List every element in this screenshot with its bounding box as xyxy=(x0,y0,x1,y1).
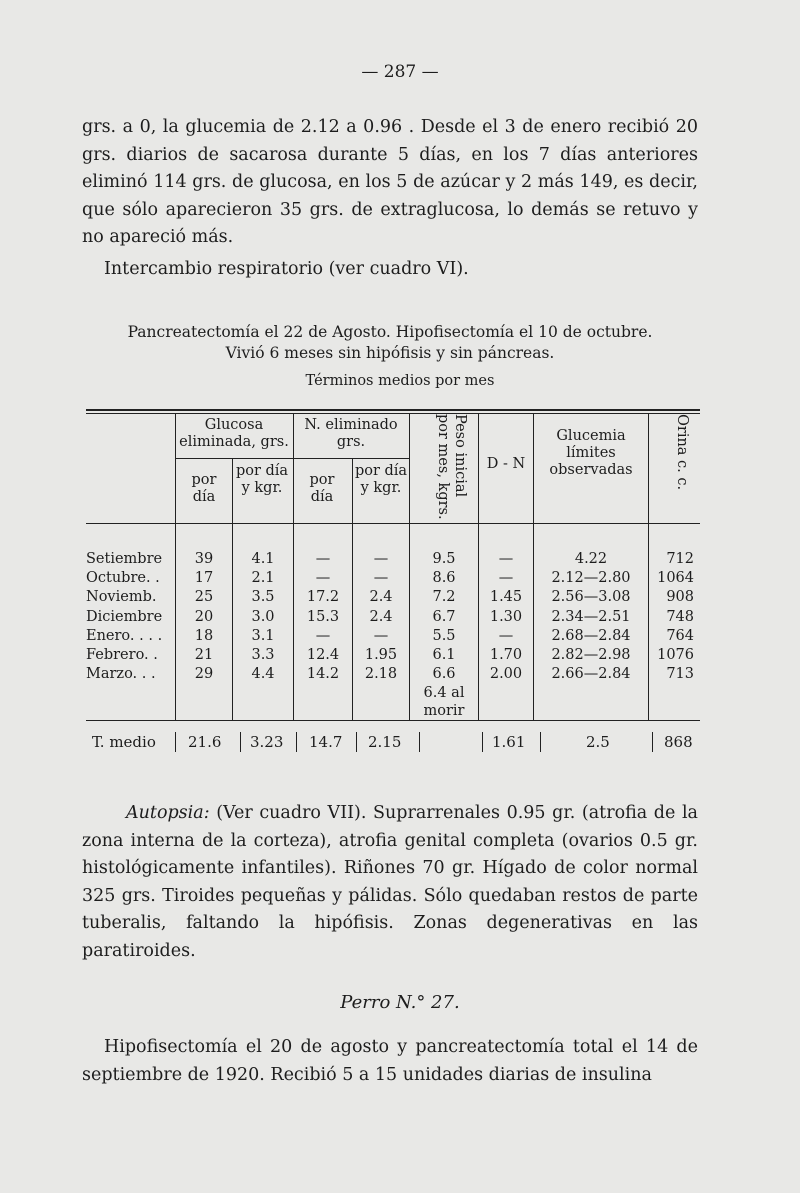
cell-dn: 1.45 xyxy=(489,589,523,606)
final-paragraph xyxy=(82,1034,698,1089)
average-label: T. medio xyxy=(92,733,156,751)
cell-glucosa-dia: 21 xyxy=(194,647,214,663)
cell-n-kgr: — xyxy=(373,551,389,567)
cell-dn: — xyxy=(498,551,514,567)
cell-glucosa-dia: 29 xyxy=(194,666,214,683)
header-bottom-rule xyxy=(86,523,700,524)
cell-n-dia: — xyxy=(315,627,331,644)
average-g-dia: 21.6 xyxy=(188,733,222,751)
cell-glucosa-dia: 20 xyxy=(194,608,214,625)
cell-dn: 2.00 xyxy=(489,666,523,683)
table-top-rule-thin xyxy=(86,413,700,414)
cell-orina: 748 xyxy=(666,608,694,625)
cell-peso: 7.2 xyxy=(432,589,456,606)
header-peso: Peso inicial por mes, kgrs. xyxy=(435,414,468,520)
final-paragraph-text: Hipofisectomía el 20 de agosto y pancreatectomía total el 14 de septiembre de 1920. Recibió 5 a 15 unidades diarias de insulina xyxy=(82,1037,698,1085)
autopsia-label: Autopsia: xyxy=(126,803,210,823)
cell-orina: 764 xyxy=(666,627,694,644)
intro-paragraph: grs. a 0, la glucemia de 2.12 a 0.96 . Desde el 3 de enero recibió 20 grs. diarios de sacarosa durante 5 días, en los 7 días anteriores eliminó 114 grs. de glucosa, en los 5 de azúcar y 2 más 149, es decir, que sólo aparecieron 35 grs. de extraglucosa, lo demás se retuvo y no apareció más. xyxy=(82,117,698,247)
header-dn: D - N xyxy=(486,456,526,472)
cell-n-dia: 15.3 xyxy=(306,608,340,625)
page-number: — 287 — xyxy=(361,62,439,82)
header-glucosa: Glucosa eliminada, grs. xyxy=(179,417,289,450)
header-glucemia: Glucemia límites observadas xyxy=(549,428,633,478)
intercambio-paragraph xyxy=(82,256,698,284)
cell-mes: Diciembre xyxy=(86,608,163,625)
intercambio-line: Intercambio respiratorio (ver cuadro VI). xyxy=(104,259,469,279)
table-title: Términos medios por mes xyxy=(305,373,495,389)
cell-n-kgr: 2.18 xyxy=(364,666,398,683)
cell-glucemia: 2.68—2.84 xyxy=(551,627,631,644)
cell-glucemia: 2.66—2.84 xyxy=(551,666,631,683)
cell-peso: 6.6 xyxy=(432,666,456,683)
header-orina: Orina c. c. xyxy=(674,414,690,491)
cell-n-kgr: — xyxy=(373,627,389,644)
cell-peso: 8.6 xyxy=(432,570,456,587)
header-n-por-dia: por día xyxy=(309,472,335,505)
cell-n-kgr: — xyxy=(373,570,389,587)
cell-glucemia: 2.82—2.98 xyxy=(551,647,631,663)
header-sub-rule xyxy=(175,458,409,459)
cell-glucosa-dia: 17 xyxy=(194,570,214,587)
cell-n-dia: 17.2 xyxy=(306,589,340,606)
cell-dn: — xyxy=(498,570,514,587)
cell-glucemia: 2.34—2.51 xyxy=(551,608,631,625)
body-bottom-rule xyxy=(86,720,700,721)
cell-glucemia: 4.22 xyxy=(574,551,608,567)
cell-n-dia: — xyxy=(315,551,331,567)
cell-glucosa-kgr: 3.3 xyxy=(251,647,275,663)
cell-dn: 1.70 xyxy=(489,647,523,663)
autopsia-paragraph xyxy=(82,800,698,965)
cell-glucosa-kgr: 4.4 xyxy=(251,666,275,683)
cell-orina: 712 xyxy=(666,551,694,567)
cell-peso: 9.5 xyxy=(432,551,456,567)
average-n-dia: 14.7 xyxy=(309,733,343,751)
cell-peso: 6.1 xyxy=(432,647,456,663)
average-n-kgr: 2.15 xyxy=(368,733,402,751)
cell-glucosa-kgr: 3.5 xyxy=(251,589,275,606)
section-heading: Perro N.° 27. xyxy=(340,992,460,1013)
cell-dn: 1.30 xyxy=(489,608,523,625)
table-top-rule xyxy=(86,409,700,411)
average-dn: 1.61 xyxy=(492,733,526,751)
cell-glucosa-kgr: 2.1 xyxy=(251,570,275,587)
table-caption-line2: Vivió 6 meses sin hipófisis y sin páncreas. xyxy=(225,344,555,362)
cell-n-dia: — xyxy=(315,570,331,587)
average-glucemia: 2.5 xyxy=(586,733,610,751)
cell-orina: 1064 xyxy=(657,570,694,587)
cell-mes: Enero. . . . xyxy=(86,627,163,644)
cell-n-kgr: 1.95 xyxy=(364,647,398,663)
cell-n-kgr: 2.4 xyxy=(369,589,393,606)
cell-mes: Octubre. . xyxy=(86,570,160,587)
cell-n-kgr: 2.4 xyxy=(369,608,393,625)
cell-orina: 1076 xyxy=(657,647,694,663)
cell-mes: Setiembre xyxy=(86,551,163,567)
table-caption-line1: Pancreatectomía el 22 de Agosto. Hipofisectomía el 10 de octubre. xyxy=(127,323,653,341)
header-glucosa-por-dia: por día xyxy=(191,472,217,505)
average-g-kgr: 3.23 xyxy=(250,733,284,751)
cell-dn: — xyxy=(498,627,514,644)
autopsia-text: (Ver cuadro VII). Suprarrenales 0.95 gr. (atrofia de la zona interna de la corteza), atrofia genital completa (ovarios 0.5 gr. histológicamente infantiles). Riñones 70 gr. Hígado de color normal 325 grs. Tiroides pequeñas y pálidas. Sólo quedaban restos de parte tuberalis, faltando la hipófisis. Zonas degenerativas en las paratiroides. xyxy=(82,803,698,961)
cell-peso: 6.7 xyxy=(432,608,456,625)
cell-glucosa-kgr: 4.1 xyxy=(251,551,275,567)
cell-glucosa-dia: 39 xyxy=(194,551,214,567)
average-orina: 868 xyxy=(664,733,693,751)
cell-glucosa-kgr: 3.1 xyxy=(251,627,275,644)
cell-orina: 908 xyxy=(666,589,694,606)
cell-glucosa-dia: 25 xyxy=(194,589,214,606)
cell-mes: Marzo. . . xyxy=(86,666,156,683)
cell-glucemia: 2.12—2.80 xyxy=(551,570,631,587)
cell-mes: Febrero. . xyxy=(86,647,158,663)
cell-n-dia: 12.4 xyxy=(306,647,340,663)
cell-mes: Noviemb. xyxy=(86,589,157,606)
cell-glucosa-dia: 18 xyxy=(194,627,214,644)
header-n-por-dia-kgr: por día y kgr. xyxy=(354,463,408,496)
cell-peso: 5.5 xyxy=(432,627,456,644)
cell-glucemia: 2.56—3.08 xyxy=(551,589,631,606)
cell-orina: 713 xyxy=(666,666,694,683)
peso-final: 6.4 al morir xyxy=(423,685,465,719)
cell-n-dia: 14.2 xyxy=(306,666,340,683)
header-glucosa-por-dia-kgr: por día y kgr. xyxy=(235,463,289,496)
cell-glucosa-kgr: 3.0 xyxy=(251,608,275,625)
header-nitrogeno: N. eliminado grs. xyxy=(304,417,398,450)
